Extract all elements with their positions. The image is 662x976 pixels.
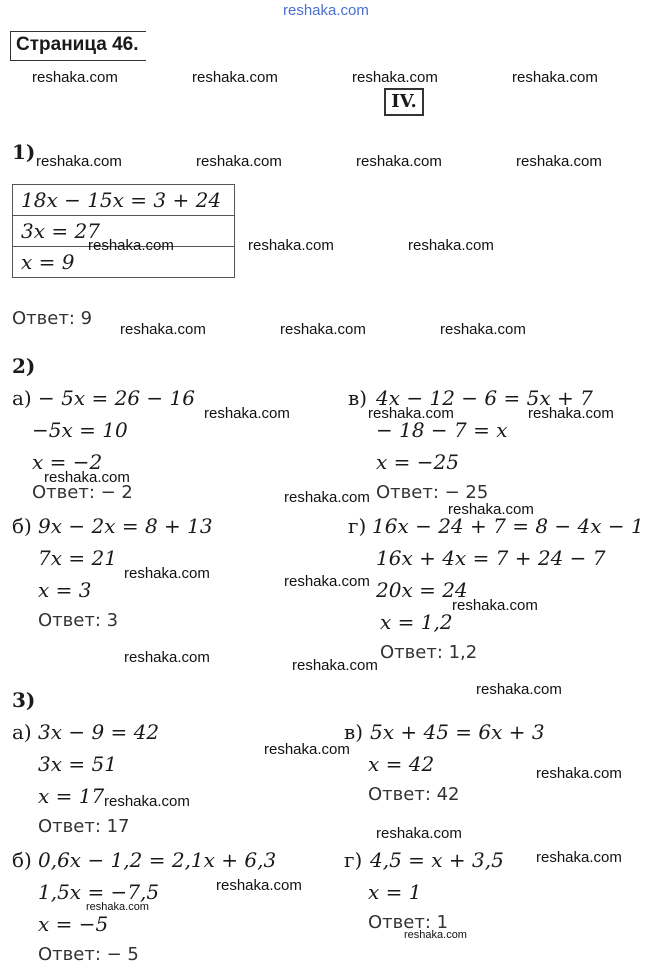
watermark: reshaka.com (368, 405, 454, 422)
watermark: reshaka.com (280, 321, 366, 338)
equation-line: 20x = 24 (376, 578, 468, 602)
item-label: г) (348, 514, 367, 538)
equation-line: 9x − 2x = 8 + 13 (38, 514, 213, 538)
equation-line: x = 17 (38, 784, 105, 808)
equation-line: 7x = 21 (38, 546, 117, 570)
watermark: reshaka.com (86, 901, 149, 913)
watermark: reshaka.com (536, 849, 622, 866)
item-label: а) (12, 720, 32, 744)
task-1-solution-box (12, 184, 235, 278)
equation-line: 4x − 12 − 6 = 5x + 7 (376, 386, 593, 410)
item-label: а) (12, 386, 32, 410)
item-label: в) (344, 720, 364, 744)
answer: Ответ: 1,2 (380, 642, 478, 663)
item-label: в) (348, 386, 368, 410)
solution-row: 18x − 15x = 3 + 24 (13, 185, 235, 216)
answer: Ответ: 42 (368, 784, 460, 805)
item-label: г) (344, 848, 363, 872)
watermark: reshaka.com (88, 237, 174, 254)
watermark: reshaka.com (448, 501, 534, 518)
answer: Ответ: 3 (38, 610, 119, 631)
top-watermark: reshaka.com (283, 2, 369, 19)
watermark: reshaka.com (204, 405, 290, 422)
item-label: б) (12, 848, 32, 872)
equation-line: 16x + 4x = 7 + 24 − 7 (376, 546, 606, 570)
watermark: reshaka.com (376, 825, 462, 842)
item-label: б) (12, 514, 32, 538)
watermark: reshaka.com (192, 69, 278, 86)
equation-line: x = −25 (376, 450, 459, 474)
watermark: reshaka.com (216, 877, 302, 894)
equation-line: x = 1 (368, 880, 422, 904)
answer: Ответ: 17 (38, 816, 130, 837)
watermark: reshaka.com (452, 597, 538, 614)
answer: Ответ: − 25 (376, 482, 489, 503)
answer: Ответ: − 5 (38, 944, 139, 965)
watermark: reshaka.com (356, 153, 442, 170)
watermark: reshaka.com (512, 69, 598, 86)
equation-line: x = 3 (38, 578, 92, 602)
watermark: reshaka.com (264, 741, 350, 758)
equation-line: 4,5 = x + 3,5 (370, 848, 504, 872)
watermark: reshaka.com (284, 573, 370, 590)
equation-line: x = 1,2 (380, 610, 453, 634)
answer: Ответ: − 2 (32, 482, 133, 503)
task-3-number: 3) (12, 688, 36, 712)
watermark: reshaka.com (292, 657, 378, 674)
task-1-number: 1) (12, 140, 36, 164)
watermark: reshaka.com (440, 321, 526, 338)
task-2-number: 2) (12, 354, 36, 378)
equation-line: − 18 − 7 = x (376, 418, 508, 442)
watermark: reshaka.com (248, 237, 334, 254)
equation-line: x = −5 (38, 912, 109, 936)
task-1-answer: Ответ: 9 (12, 308, 93, 329)
watermark: reshaka.com (284, 489, 370, 506)
solution-row: 3x = 27 (13, 216, 235, 247)
answer: Ответ: 1 (368, 912, 449, 933)
equation-line: 0,6x − 1,2 = 2,1x + 6,3 (38, 848, 277, 872)
page-label: Страница 46. (10, 31, 146, 61)
watermark: reshaka.com (104, 793, 190, 810)
watermark: reshaka.com (536, 765, 622, 782)
watermark: reshaka.com (476, 681, 562, 698)
watermark: reshaka.com (352, 69, 438, 86)
solution-row: x = 9 (13, 247, 235, 278)
watermark: reshaka.com (528, 405, 614, 422)
equation-line: − 5x = 26 − 16 (38, 386, 195, 410)
equation-line: x = −2 (32, 450, 103, 474)
watermark: reshaka.com (516, 153, 602, 170)
watermark: reshaka.com (196, 153, 282, 170)
equation-line: 3x = 51 (38, 752, 117, 776)
equation-line: −5x = 10 (32, 418, 128, 442)
watermark: reshaka.com (124, 649, 210, 666)
watermark: reshaka.com (124, 565, 210, 582)
watermark: reshaka.com (120, 321, 206, 338)
watermark: reshaka.com (408, 237, 494, 254)
watermark: reshaka.com (404, 929, 467, 941)
equation-line: 16x − 24 + 7 = 8 − 4x − 1 (372, 514, 644, 538)
watermark: reshaka.com (32, 69, 118, 86)
equation-line: 1,5x = −7,5 (38, 880, 160, 904)
equation-line: 5x + 45 = 6x + 3 (370, 720, 545, 744)
watermark: reshaka.com (44, 469, 130, 486)
equation-line: x = 42 (368, 752, 435, 776)
section-number: IV. (384, 88, 424, 116)
watermark: reshaka.com (36, 153, 122, 170)
equation-line: 3x − 9 = 42 (38, 720, 160, 744)
